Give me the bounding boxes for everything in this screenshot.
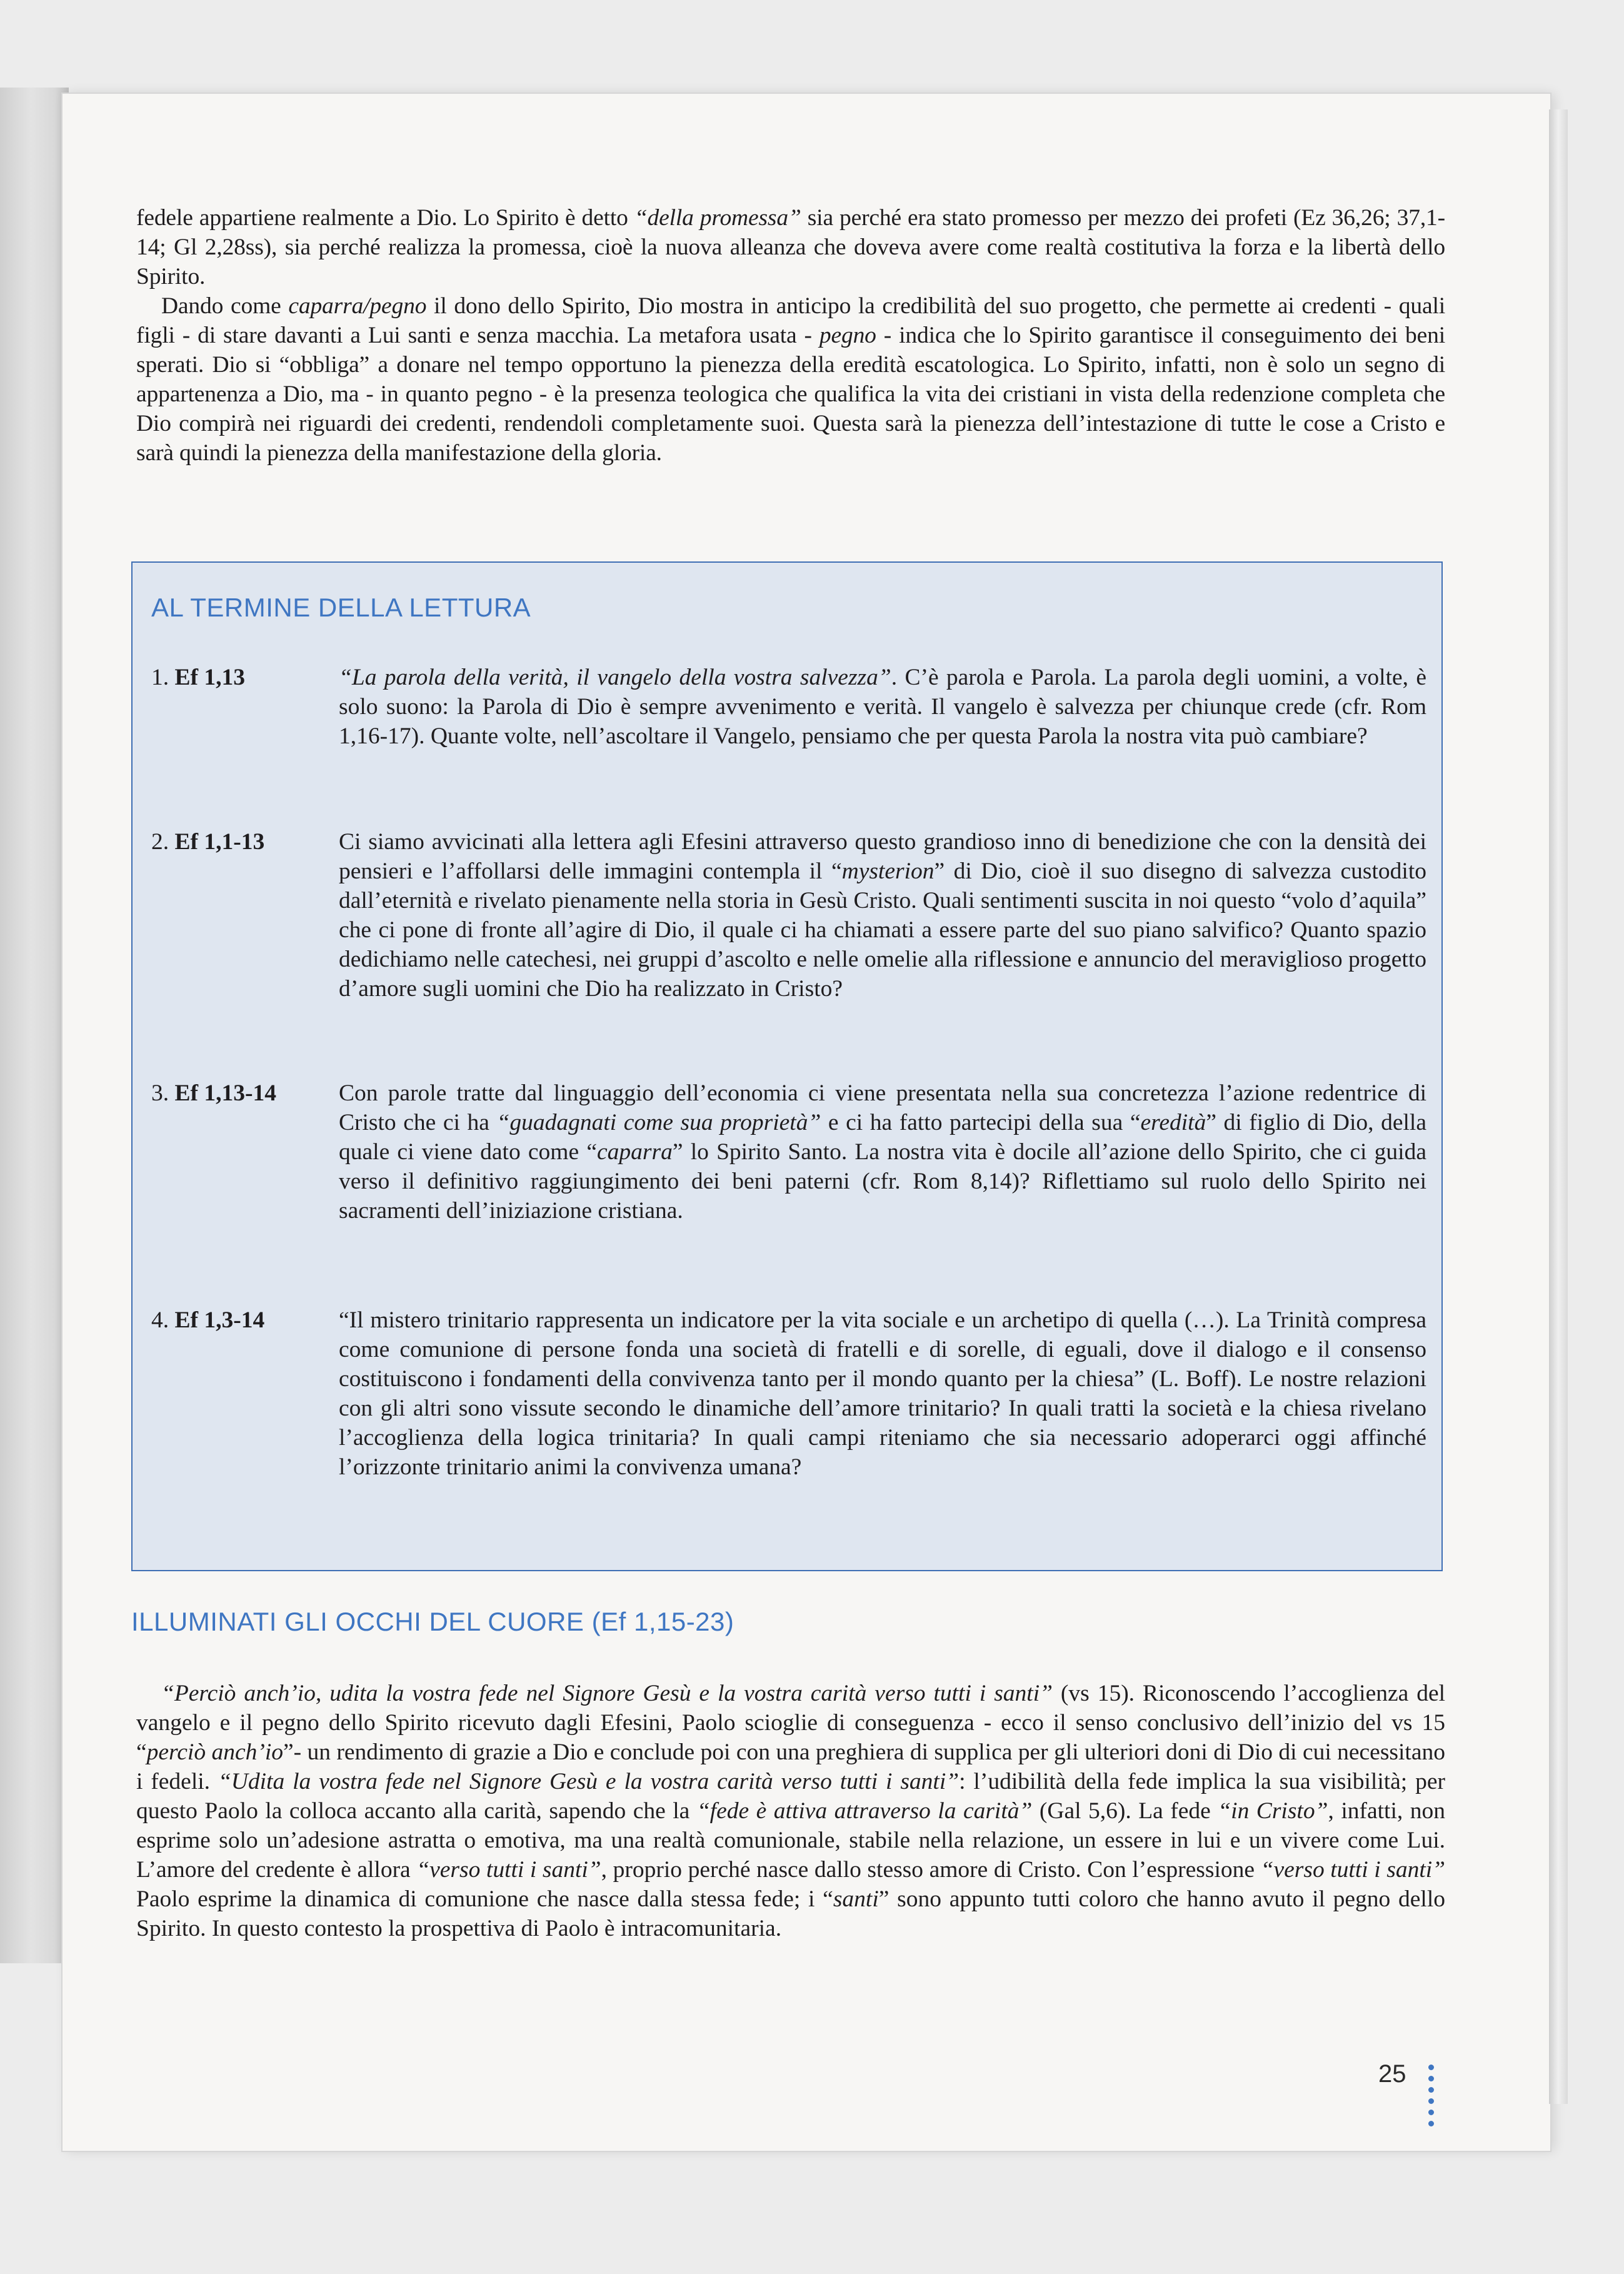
- text-run: ”- un rendimento di grazie a Dio e conclude poi con una preghiera di supplica per gli ulteriori doni di Dio di cui necessitano i fedeli.: [136, 1739, 1445, 1794]
- text-run: ” lo Spirito Santo. La nostra vita è docile all’azione dello Spirito, che ci guida verso il definitivo raggiungimento dei beni paterni (cfr. Rom 8,14)? Riflettiamo sul ruolo dello Spirito nei sacramenti dell’iniziazione cristiana.: [339, 1139, 1426, 1224]
- italic-run: “guadagnati come sua proprietà”: [496, 1110, 821, 1135]
- italic-run: caparra: [596, 1139, 673, 1165]
- section-body: [136, 1679, 1445, 1943]
- italic-run: “verso tutti i santi”: [416, 1857, 601, 1883]
- intro-paragraph-1: [136, 203, 1445, 291]
- page-marker-dots: [1428, 2065, 1436, 2132]
- text-run: (Gal 5,6). La fede: [1032, 1798, 1218, 1824]
- text-run: sia perché era stato promesso per mezzo dei profeti (Ez 36,26; 37,1-14; Gl 2,28ss), sia perché realizza la promessa, cioè la nuova alleanza che doveva avere come realtà costitutiva la forza e la libertà dello Spirito.: [136, 205, 1445, 289]
- section-title: ILLUMINATI GLI OCCHI DEL CUORE (Ef 1,15-23): [131, 1607, 734, 1636]
- binding-edge: [0, 88, 69, 1963]
- box-title: AL TERMINE DELLA LETTURA: [151, 593, 531, 622]
- question-reference: [151, 827, 333, 857]
- text-run: Ci siamo avvicinati alla lettera agli Efesini attraverso questo grandioso inno di benedizione che con la densità dei pensieri e l’affollarsi delle immagini contempla il “: [339, 829, 1426, 884]
- text-run: “Il mistero trinitario rappresenta un indicatore per la vita sociale e un archetipo di quella (…). La Trinità compresa come comunione di persone fonda una società di fratelli e di sorelle, di eguali, dove il dialogo e il consenso costituiscono i fondamenti della convivenza tanto per il mondo quanto per la chiesa” (L. Boff). Le nostre relazioni con gli altri sono vissute secondo le dinamiche dell’amore trinitario? In quali tratti la società e la chiesa rivelano l’accoglienza della logica trinitaria? In quali campi riteniamo che sia necessario adoperarci oggi affinché l’orizzonte trinitario animi la convivenza umana?: [339, 1307, 1426, 1480]
- text-run: - indica che lo Spirito garantisce il conseguimento dei beni sperati. Dio si “obbliga” a donare nel tempo opportuno la pienezza della eredità escatologica. Lo Spirito, infatti, non è solo un segno di appartenenza a Dio, ma - in quanto pegno - è la presenza teologica che qualifica la vita dei cristiani in vista della redenzione completa che Dio compirà nei riguardi dei credenti, rendendoli completamente suoi. Questa sarà la pienezza dell’intestazione di tutte le cose a Cristo e sarà quindi la pienezza della manifestazione della gloria.: [136, 323, 1446, 466]
- question-text: [339, 663, 1426, 751]
- italic-run: perciò anch’io: [146, 1739, 283, 1765]
- text-run: fedele appartiene realmente a Dio. Lo Spirito è detto: [136, 205, 634, 231]
- italic-run: “Udita la vostra fede nel Signore Gesù e la vostra carità verso tutti i santi”: [218, 1769, 960, 1794]
- question-number: 3.: [151, 1080, 169, 1106]
- text-run: Con parole tratte dal linguaggio dell’economia ci viene presentata nella sua concretezza l’azione redentrice di Cristo che ci ha: [339, 1080, 1426, 1135]
- question-number: 2.: [151, 829, 169, 855]
- bible-reference: Ef 1,13: [174, 665, 245, 690]
- italic-run: mysterion: [841, 858, 935, 884]
- page-edge: [1549, 109, 1568, 2104]
- question-text: [339, 1306, 1426, 1482]
- italic-run: “della promessa”: [634, 205, 801, 231]
- text-run: il dono dello Spirito, Dio mostra in anticipo la credibilità del suo progetto, che permette ai credenti - quali figli - di stare davanti a Lui santi e senza macchia. La metafora usata -: [136, 293, 1445, 348]
- intro-text: [136, 203, 1445, 468]
- text-run: Dando come: [161, 293, 289, 319]
- text-run: : l’udibilità della fede implica la sua visibilità; per questo Paolo la colloca accanto alla carità, sapendo che la: [136, 1769, 1445, 1824]
- italic-run: “Perciò anch’io, udita la vostra fede nel Signore Gesù e la vostra carità verso tutti i santi”: [161, 1681, 1053, 1706]
- italic-run: santi: [833, 1886, 879, 1912]
- question-reference: [151, 1079, 333, 1108]
- text-run: . C’è parola e Parola. La parola degli uomini, a volte, è solo suono: la Parola di Dio è sempre avvenimento e verità. Il vangelo è salvezza per chiunque crede (cfr. Rom 1,16-17). Quante volte, nell’ascoltare il Vangelo, pensiamo che per questa Parola la nostra vita può cambiare?: [339, 665, 1426, 749]
- italic-run: “La parola della verità, il vangelo della vostra salvezza”: [339, 665, 891, 690]
- text-run: ” sono appunto tutti coloro che hanno avuto il pegno dello Spirito. In questo contesto la prospettiva di Paolo è intracomunitaria.: [136, 1886, 1445, 1941]
- text-run: , proprio perché nasce dallo stesso amore di Cristo. Con l’espressione: [601, 1857, 1261, 1883]
- text-run: , infatti, non esprime solo un’adesione astratta o emotiva, ma una realtà comunionale, stabile nella relazione, un essere in lui e un vivere come Lui. L’amore del credente è allora: [136, 1798, 1446, 1883]
- section-paragraph: [136, 1679, 1445, 1943]
- text-run: ” di figlio di Dio, della quale ci viene dato come “: [339, 1110, 1426, 1165]
- bible-reference: Ef 1,1-13: [174, 829, 265, 855]
- text-run: Paolo esprime la dinamica di comunione che nasce dalla stessa fede; i “: [136, 1886, 833, 1912]
- reading-review-box: [131, 561, 1443, 1571]
- italic-run: “fede è attiva attraverso la carità”: [696, 1798, 1033, 1824]
- italic-run: caparra/pegno: [288, 293, 427, 319]
- italic-run: “verso tutti i santi”: [1260, 1857, 1446, 1883]
- page-number: 25: [1378, 2060, 1406, 2088]
- italic-run: eredità: [1140, 1110, 1206, 1135]
- question-reference: [151, 1306, 333, 1335]
- italic-run: “in Cristo”: [1218, 1798, 1328, 1824]
- bible-reference: Ef 1,13-14: [174, 1080, 276, 1106]
- question-number: 1.: [151, 665, 169, 690]
- question-text: [339, 827, 1426, 1004]
- italic-run: pegno: [819, 323, 876, 348]
- intro-paragraph-2: [136, 291, 1445, 468]
- question-text: [339, 1079, 1426, 1225]
- text-run: ” di Dio, cioè il suo disegno di salvezza custodito dall’eternità e rivelato pienamente nella storia in Gesù Cristo. Quali sentimenti suscita in noi questo “volo d’aquila” che ci pone di fronte all’agire di Dio, il quale ci ha chiamati a essere parte del suo piano salvifico? Quanto spazio dedichiamo nelle catechesi, nei gruppi d’ascolto e nelle omelie alla riflessione e annuncio del meraviglioso progetto d’amore sugli uomini che Dio ha realizzato in Cristo?: [339, 858, 1426, 1002]
- text-run: e ci ha fatto partecipi della sua “: [821, 1110, 1141, 1135]
- question-number: 4.: [151, 1307, 169, 1333]
- bible-reference: Ef 1,3-14: [174, 1307, 265, 1333]
- text-run: (vs 15). Riconoscendo l’accoglienza del vangelo e il pegno dello Spirito ricevuto dagli Efesini, Paolo scioglie di conseguenza - ecco il senso conclusivo dell’inizio del vs 15 “: [136, 1681, 1446, 1765]
- question-reference: [151, 663, 333, 692]
